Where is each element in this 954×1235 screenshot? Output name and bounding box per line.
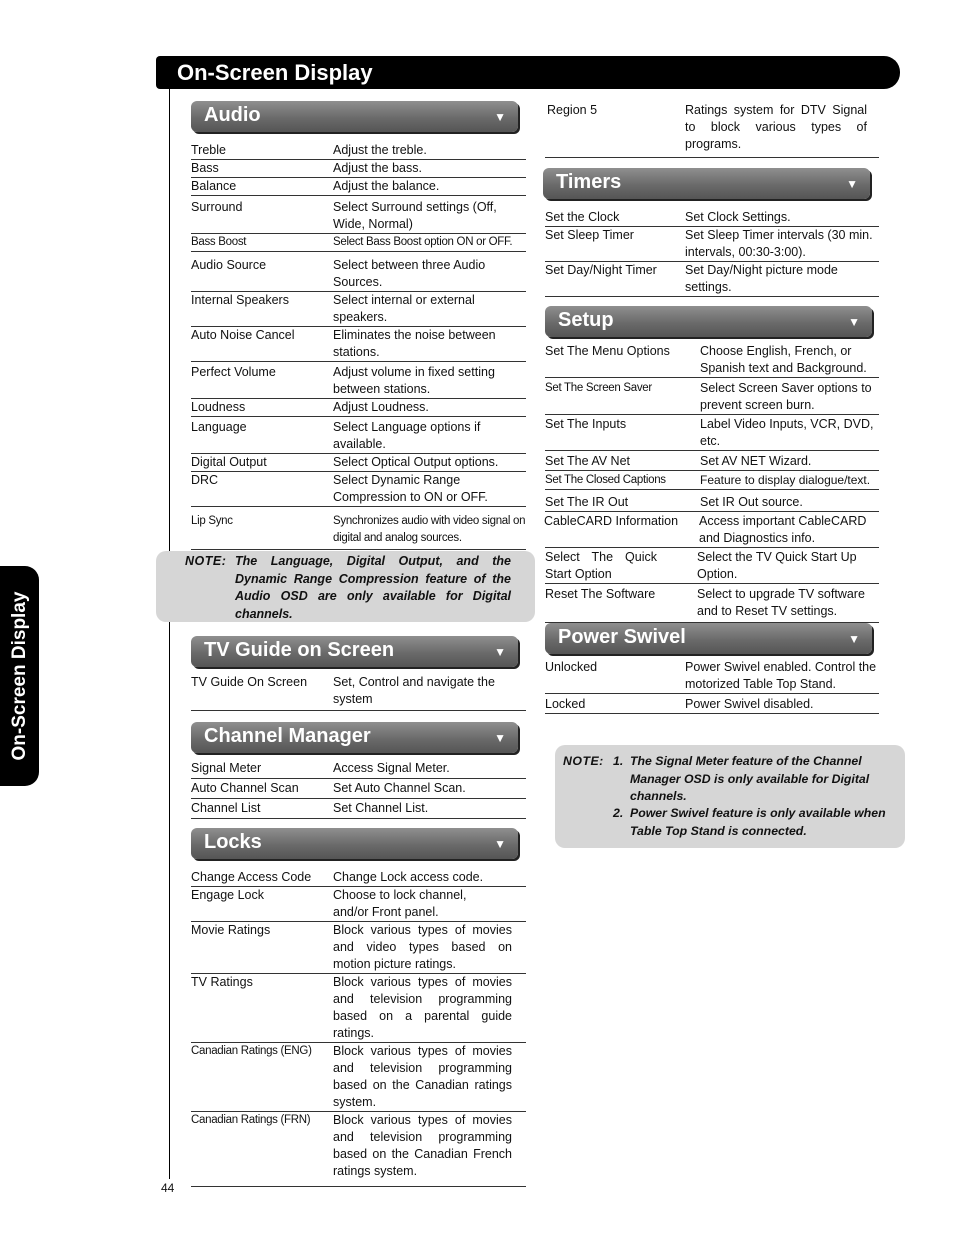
row-value: Adjust the treble. — [333, 143, 427, 157]
table-row — [191, 779, 526, 799]
row-value: Select between three Audio Sources. — [333, 258, 486, 289]
table-row — [545, 343, 879, 378]
row-value: Set Sleep Timer intervals (30 min. intervals, 00:30-3:00). — [685, 228, 873, 259]
locks-table — [191, 869, 526, 1187]
table-row — [191, 472, 526, 507]
row-key: TV Guide On Screen — [191, 675, 308, 689]
row-key: Audio Source — [191, 258, 267, 272]
row-key: Set The Menu Options — [545, 344, 670, 358]
row-value: Adjust the balance. — [333, 179, 440, 193]
row-value: Access important CableCARD and Diagnostics info. — [699, 514, 867, 545]
row-value: Select internal or external speakers. — [333, 293, 475, 324]
row-value: Select Bass Boost option ON or OFF. — [333, 236, 513, 248]
note-label: NOTE: — [185, 554, 227, 568]
dropdown-arrow-icon: ▼ — [494, 645, 506, 659]
timers-title: Timers — [556, 171, 622, 193]
row-key: Set the Clock — [545, 210, 620, 224]
margin-rule — [169, 89, 170, 1179]
row-value: Block various types of movies and television programming based on the Canadian ratings system. — [333, 1044, 512, 1109]
row-key: Select The Quick Start Option — [545, 550, 657, 581]
table-row — [545, 490, 879, 512]
row-value: Feature to display dialogue/text. — [700, 473, 871, 487]
side-tab — [0, 566, 39, 786]
note-item — [613, 753, 893, 806]
note-item-text: The Signal Meter feature of the Channel Manager OSD is only available for Digital channels. — [630, 754, 870, 803]
row-value: Set, Control and navigate the system — [333, 675, 495, 706]
table-row — [191, 1112, 526, 1187]
row-key: Set The IR Out — [545, 495, 629, 509]
row-value: Change Lock access code. — [333, 870, 484, 884]
table-row — [191, 869, 526, 887]
channel-manager-section-header — [191, 722, 518, 753]
row-value: Select Screen Saver options to prevent screen burn. — [700, 381, 872, 412]
tv-guide-section-header — [191, 636, 518, 667]
row-value: Select to upgrade TV software and to Reset TV settings. — [697, 587, 865, 618]
row-key: Lip Sync — [191, 515, 233, 527]
locks-section-header — [191, 828, 518, 859]
note-label: NOTE: — [563, 754, 604, 768]
row-key: Set Sleep Timer — [545, 228, 634, 242]
note-text: The Language, Digital Output, and the Dynamic Range Compression feature of the Audio OSD are only available for Digital channels. — [235, 554, 511, 621]
row-key: Canadian Ratings (ENG) — [191, 1045, 312, 1057]
page-title: On-Screen Display — [177, 60, 373, 85]
channel-manager-table — [191, 759, 526, 819]
power-swivel-title: Power Swivel — [558, 626, 686, 648]
table-row — [191, 417, 526, 454]
table-row — [545, 694, 879, 714]
row-value: Power Swivel disabled. — [685, 697, 814, 711]
row-key: Loudness — [191, 400, 246, 414]
row-key: Engage Lock — [191, 888, 264, 902]
row-key: CableCARD Information — [544, 514, 679, 528]
table-row — [545, 451, 879, 471]
dropdown-arrow-icon: ▼ — [494, 731, 506, 745]
note-item-number: 1. — [613, 754, 624, 768]
setup-section-header — [545, 306, 872, 337]
row-key: Internal Speakers — [191, 293, 289, 307]
table-row — [191, 507, 526, 550]
row-value: Eliminates the noise between stations. — [333, 328, 496, 359]
row-key: Set The Screen Saver — [545, 382, 652, 394]
dropdown-arrow-icon: ▼ — [494, 837, 506, 851]
note-box-language — [156, 551, 535, 622]
row-key: Bass Boost — [191, 236, 247, 248]
table-row — [191, 196, 526, 234]
note-item-number: 2. — [613, 806, 624, 820]
table-row — [191, 234, 526, 252]
audio-section-header — [191, 101, 518, 132]
table-row — [191, 399, 526, 417]
row-key: Set The Inputs — [545, 417, 627, 431]
row-value: Synchronizes audio with video signal on digital and analog sources. — [333, 515, 526, 544]
row-value: Adjust the bass. — [333, 161, 422, 175]
side-tab-label: On-Screen Display — [8, 591, 30, 761]
timers-section-header — [543, 168, 870, 199]
table-row — [191, 160, 526, 178]
row-value: Set AV NET Wizard. — [700, 454, 812, 468]
table-row — [191, 759, 526, 779]
power-swivel-section-header — [545, 623, 872, 654]
table-row — [191, 1043, 526, 1112]
table-row — [191, 974, 526, 1043]
row-value: Choose English, French, or Spanish text and Background. — [700, 344, 867, 375]
page-number: 44 — [161, 1181, 175, 1195]
dropdown-arrow-icon: ▼ — [848, 632, 860, 646]
row-key: Reset The Software — [545, 587, 656, 601]
timers-table — [545, 209, 879, 297]
row-value: Select Dynamic Range Compression to ON or OFF. — [333, 473, 488, 504]
row-value: Select the TV Quick Start Up Option. — [697, 550, 857, 581]
row-key: Surround — [191, 200, 243, 214]
row-key: Change Access Code — [191, 870, 312, 884]
table-row — [545, 102, 879, 158]
row-value: Block various types of movies and television programming based on the Canadian French ratings system. — [333, 1113, 512, 1178]
table-row — [191, 454, 526, 472]
table-row — [545, 415, 879, 451]
locks-title: Locks — [204, 831, 262, 853]
row-value: Block various types of movies and television programming based on a parental guide ratings. — [333, 975, 512, 1040]
row-value: Select Optical Output options. — [333, 455, 499, 469]
row-key: Perfect Volume — [191, 365, 276, 379]
table-row — [191, 922, 526, 974]
row-value: Set IR Out source. — [700, 495, 803, 509]
row-key: Channel List — [191, 801, 261, 815]
row-key: Region 5 — [547, 103, 598, 117]
dropdown-arrow-icon: ▼ — [494, 110, 506, 124]
table-row — [191, 178, 526, 196]
row-key: Locked — [545, 697, 586, 711]
table-row — [545, 378, 879, 415]
note-item — [613, 805, 893, 840]
table-row — [191, 142, 526, 160]
dropdown-arrow-icon: ▼ — [846, 177, 858, 191]
row-key: Movie Ratings — [191, 923, 271, 937]
setup-table — [545, 343, 879, 623]
note-box-signal-meter — [555, 745, 905, 848]
table-row — [545, 227, 879, 262]
row-key: Balance — [191, 179, 237, 193]
row-value: Adjust volume in fixed setting between stations. — [333, 365, 495, 396]
table-row — [545, 659, 879, 694]
setup-title: Setup — [558, 309, 614, 331]
audio-table — [191, 142, 526, 550]
power-swivel-table — [545, 659, 879, 714]
tv-guide-table — [191, 674, 526, 711]
row-key: Set The AV Net — [545, 454, 631, 468]
row-key: DRC — [191, 473, 219, 487]
tv-guide-title: TV Guide on Screen — [204, 639, 395, 661]
row-value: Power Swivel enabled. Control the motorized Table Top Stand. — [685, 660, 877, 691]
table-row — [545, 471, 879, 490]
row-key: Treble — [191, 143, 226, 157]
table-row — [191, 292, 526, 327]
row-value: Choose to lock channel, and/or Front panel. — [333, 888, 467, 919]
row-value: Set Day/Night picture mode settings. — [685, 263, 838, 294]
table-row — [191, 674, 526, 711]
row-key: TV Ratings — [191, 975, 253, 989]
row-key: Auto Channel Scan — [191, 781, 299, 795]
table-row — [191, 362, 526, 399]
table-row — [191, 327, 526, 362]
table-row — [191, 887, 526, 922]
row-key: Language — [191, 420, 247, 434]
table-row — [191, 799, 526, 819]
table-row — [545, 262, 879, 297]
row-value: Set Auto Channel Scan. — [333, 781, 466, 795]
row-value: Ratings system for DTV Signal to block various types of programs. — [685, 103, 867, 151]
row-value: Set Clock Settings. — [685, 210, 791, 224]
page-header-banner — [156, 56, 900, 89]
row-value: Set Channel List. — [333, 801, 429, 815]
row-key: Set Day/Night Timer — [545, 263, 657, 277]
row-key: Auto Noise Cancel — [191, 328, 295, 342]
dropdown-arrow-icon: ▼ — [848, 315, 860, 329]
table-row — [545, 512, 879, 548]
locks-continued-table — [545, 102, 879, 158]
row-value: Select Language options if available. — [333, 420, 481, 451]
row-value: Adjust Loudness. — [333, 400, 429, 414]
table-row — [545, 209, 879, 227]
row-key: Digital Output — [191, 455, 267, 469]
row-key: Bass — [191, 161, 219, 175]
row-value: Select Surround settings (Off, Wide, Normal) — [333, 200, 497, 231]
table-row — [191, 252, 526, 292]
row-key: Set The Closed Captions — [545, 474, 666, 486]
note-item-text: Power Swivel feature is only available when Table Top Stand is connected. — [630, 806, 886, 838]
row-value: Block various types of movies and video types based on motion picture ratings. — [333, 923, 512, 971]
row-value: Access Signal Meter. — [333, 761, 450, 775]
row-key: Canadian Ratings (FRN) — [191, 1114, 311, 1126]
audio-title: Audio — [204, 104, 261, 126]
row-key: Signal Meter — [191, 761, 262, 775]
row-key: Unlocked — [545, 660, 598, 674]
row-value: Label Video Inputs, VCR, DVD, etc. — [700, 417, 874, 448]
table-row — [545, 548, 879, 584]
channel-manager-title: Channel Manager — [204, 725, 371, 747]
table-row — [545, 584, 879, 623]
